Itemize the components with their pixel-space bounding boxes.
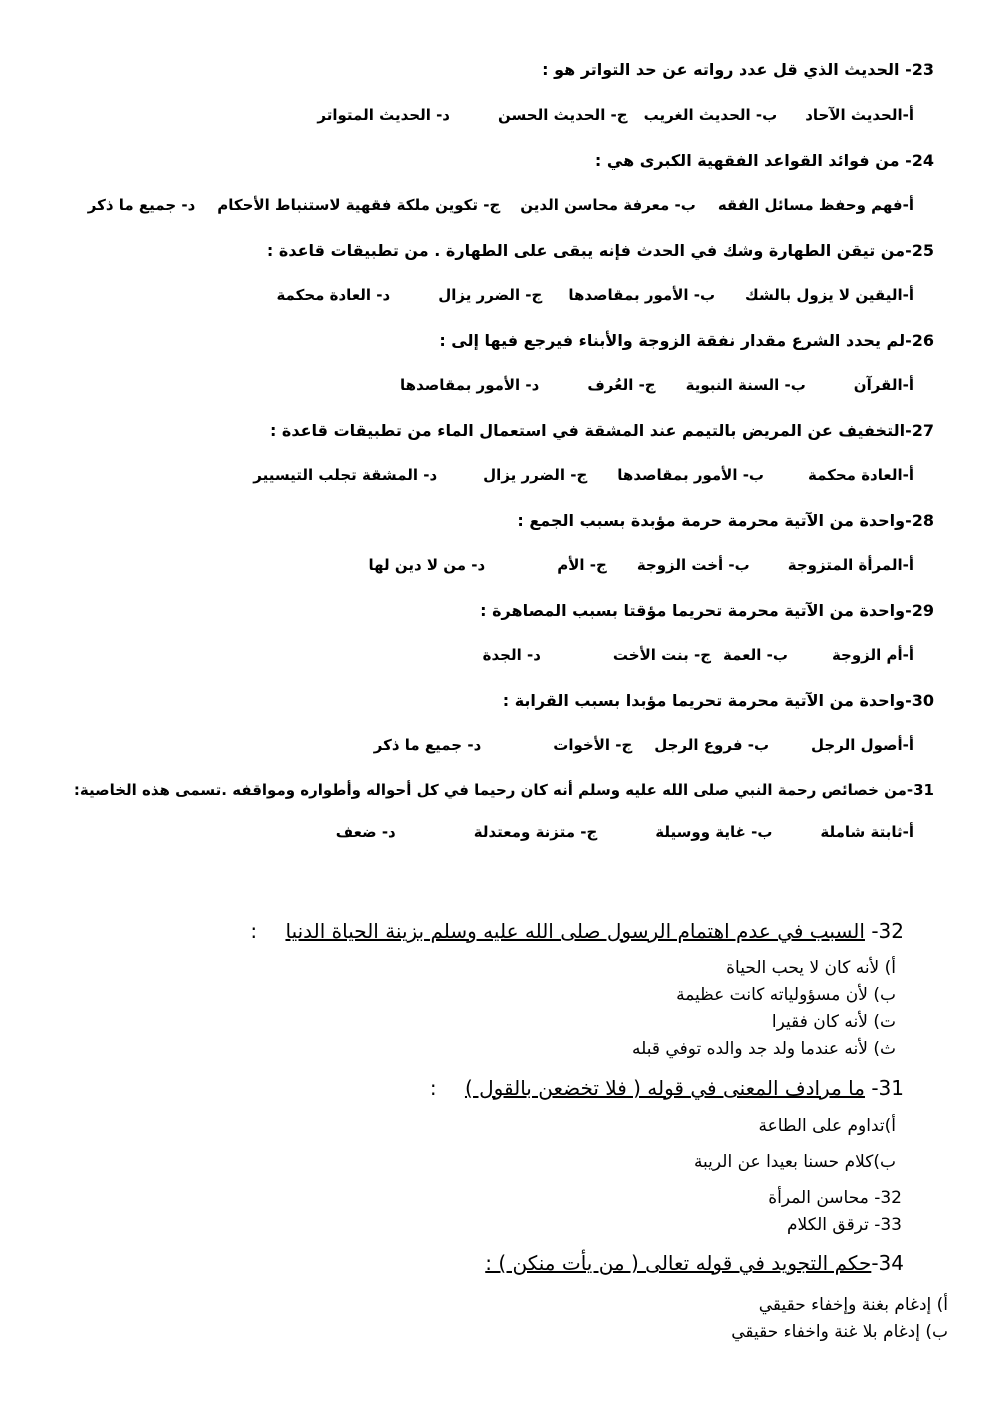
option[interactable]: أ-فهم وحفظ مسائل الفقه xyxy=(717,196,914,214)
option[interactable]: ج- الضرر يزال xyxy=(438,286,543,304)
options-row xyxy=(276,286,914,304)
option[interactable]: ب- العمة xyxy=(723,646,788,664)
option[interactable]: ب- الأمور بمقاصدها xyxy=(617,466,764,484)
question-number: 31- xyxy=(871,1076,904,1100)
question-number: 32- xyxy=(871,919,904,943)
options-row xyxy=(483,646,914,664)
option[interactable]: ب- الأمور بمقاصدها xyxy=(568,286,716,304)
option[interactable]: أ-الحديث الآحاد xyxy=(805,106,914,124)
question-stem: 26-لم يحدد الشرع مقدار نفقة الزوجة والأبناء فيرجع فيها إلى : xyxy=(439,331,934,350)
question-number: 34- xyxy=(871,1251,904,1275)
option[interactable]: د- جميع ما ذكر xyxy=(87,196,196,214)
question-stem: 30-واحدة من الآتية محرمة تحريما مؤبدا بسبب القرابة : xyxy=(502,691,934,710)
question-stem: 31-من خصائص رحمة النبي صلى الله عليه وسلم أنه كان رحيما في كل أحواله وأطواره ومواقفه .تسمى هذه الخاصية: xyxy=(73,781,934,799)
option[interactable]: د- جميع ما ذكر xyxy=(373,736,482,754)
question-stem: 29-واحدة من الآتية محرمة تحريما مؤقتا بسبب المصاهرة : xyxy=(480,601,934,620)
option[interactable]: ج- الأخوات xyxy=(553,736,633,754)
option[interactable]: د- العادة محكمة xyxy=(276,286,391,304)
option[interactable]: د- الحديث المتواتر xyxy=(317,106,450,124)
option[interactable]: ب- معرفة محاسن الدين xyxy=(520,196,696,214)
option[interactable]: ب- السنة النبوية xyxy=(685,376,806,394)
question-heading xyxy=(485,1251,904,1275)
option[interactable]: ج- الحديث الحسن xyxy=(498,106,628,124)
option[interactable]: أ-أم الزوجة xyxy=(831,646,914,664)
question-colon: : xyxy=(250,919,258,943)
answer-option[interactable]: 32- محاسن المرأة xyxy=(768,1188,902,1208)
answer-option[interactable]: ب) لأن مسؤولياته كانت عظيمة xyxy=(676,985,896,1005)
option[interactable]: أ-أصول الرجل xyxy=(811,736,914,754)
option[interactable]: أ-اليقين لا يزول بالشك xyxy=(745,286,914,304)
option[interactable]: ب- أخت الزوجة xyxy=(636,556,750,574)
option[interactable]: ب- غاية ووسيلة xyxy=(655,823,773,841)
answer-option[interactable]: أ) إدغام بغنة وإخفاء حقيقي xyxy=(758,1295,948,1315)
answer-option[interactable]: 33- ترقق الكلام xyxy=(787,1215,902,1235)
option[interactable]: د- الأمور بمقاصدها xyxy=(400,376,540,394)
option[interactable]: د- من لا دين لها xyxy=(368,556,486,574)
option[interactable]: أ-ثابتة شاملة xyxy=(820,823,914,841)
option[interactable]: أ-القرآن xyxy=(853,376,914,394)
question-heading xyxy=(430,1076,904,1100)
answer-option[interactable]: أ) لأنه كان لا يحب الحياة xyxy=(726,958,896,978)
option[interactable]: ج- متزنة ومعتدلة xyxy=(473,823,598,841)
option[interactable]: د- ضعف xyxy=(335,823,396,841)
options-row xyxy=(400,376,914,394)
option[interactable]: ج- العُرف xyxy=(587,376,656,394)
options-row xyxy=(317,106,914,124)
question-stem: 28-واحدة من الآتية محرمة حرمة مؤبدة بسبب الجمع : xyxy=(517,511,934,530)
question-text: حكم التجويد في قوله تعالى ( من يأت منكن ) : xyxy=(485,1251,872,1275)
answer-option[interactable]: أ)تداوم على الطاعة xyxy=(758,1116,896,1136)
question-colon: : xyxy=(429,1076,437,1100)
question-stem: 24- من فوائد القواعد الفقهية الكبرى هي : xyxy=(594,151,934,170)
question-stem: 27-التخفيف عن المريض بالتيمم عند المشقة في استعمال الماء من تطبيقات قاعدة : xyxy=(269,421,934,440)
option[interactable]: ج- الأم xyxy=(557,556,607,574)
answer-option[interactable]: ب)كلام حسنا بعيدا عن الريبة xyxy=(693,1152,896,1172)
question-heading xyxy=(250,919,904,943)
option[interactable]: ب- فروع الرجل xyxy=(654,736,770,754)
question-text: السبب في عدم اهتمام الرسول صلى الله عليه وسلم بزينة الحياة الدنيا xyxy=(285,919,865,943)
answer-option[interactable]: ت) لأنه كان فقيرا xyxy=(771,1012,896,1032)
answer-option[interactable]: ث) لأنه عندما ولد جد والده توفي قبله xyxy=(632,1039,896,1059)
option[interactable]: أ-المرأة المتزوجة xyxy=(787,556,914,574)
question-text: ما مرادف المعنى في قوله ( فلا تخضعن بالقول ) xyxy=(464,1076,865,1100)
options-row xyxy=(368,556,914,574)
option[interactable]: د- الجدة xyxy=(482,646,541,664)
options-row xyxy=(374,736,914,754)
option[interactable]: ج- الضرر يزال xyxy=(483,466,588,484)
option[interactable]: ج- تكوين ملكة فقهية لاستنباط الأحكام xyxy=(217,196,501,214)
question-stem: 23- الحديث الذي قل عدد رواته عن حد التواتر هو : xyxy=(542,60,934,79)
option[interactable]: ج- بنت الأخت xyxy=(612,646,712,664)
options-row xyxy=(336,823,914,841)
answer-option[interactable]: ب) إدغام بلا غنة واخفاء حقيقي xyxy=(731,1322,948,1342)
options-row xyxy=(253,466,914,484)
option[interactable]: د- المشقة تجلب التيسيير xyxy=(253,466,438,484)
question-stem: 25-من تيقن الطهارة وشك في الحدث فإنه يبقى على الطهارة . من تطبيقات قاعدة : xyxy=(266,241,934,260)
options-row xyxy=(88,196,914,214)
option[interactable]: ب- الحديث الغريب xyxy=(643,106,778,124)
option[interactable]: أ-العادة محكمة xyxy=(808,466,914,484)
